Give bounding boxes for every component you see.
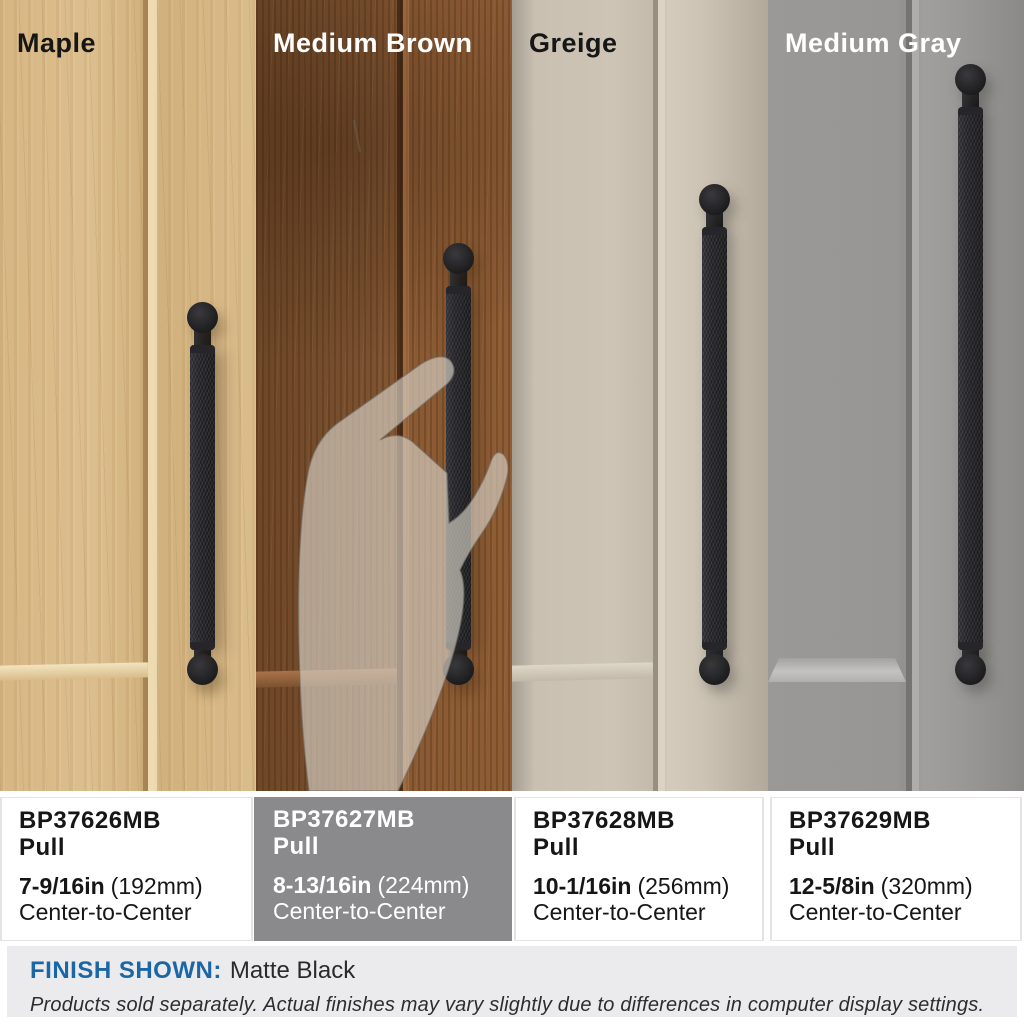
finish-name-label: Maple: [17, 28, 97, 58]
size-mm: (192mm): [110, 873, 203, 899]
pull-ball-bottom: [699, 654, 730, 685]
finish-footer: [7, 946, 1017, 1017]
pull-ball-bottom: [443, 654, 474, 685]
finish-shown-value: Matte Black: [229, 957, 356, 984]
center-to-center-label: Center-to-Center: [19, 899, 192, 925]
pull-bar: [958, 107, 983, 650]
spec-card-bp37626mb: [0, 797, 253, 941]
product-type: Pull: [789, 834, 836, 861]
column-maple: [0, 0, 256, 791]
pull-ball-top: [955, 64, 986, 95]
door-panel-bevel: [256, 668, 397, 687]
product-type: Pull: [273, 833, 320, 860]
part-number: BP37628MB: [533, 807, 675, 834]
pull-bar: [702, 227, 727, 650]
spec-card-bp37629mb: [770, 797, 1022, 941]
size-inches: 12-5/8in: [789, 873, 875, 899]
part-number: BP37627MB: [273, 806, 415, 833]
spec-card-bp37628mb: [514, 797, 764, 941]
pull-ball-bottom: [955, 654, 986, 685]
door-gap-highlight: [403, 0, 409, 791]
column-greige: [512, 0, 768, 791]
pull-bar: [190, 345, 215, 650]
center-to-center-label: Center-to-Center: [533, 899, 706, 925]
pull-ball-top: [699, 184, 730, 215]
door-panel-bevel: [0, 662, 148, 680]
size-inches: 7-9/16in: [19, 873, 105, 899]
size-mm: (320mm): [880, 873, 973, 899]
center-to-center-label: Center-to-Center: [273, 898, 446, 924]
product-type: Pull: [533, 834, 580, 861]
pull-ball-bottom: [187, 654, 218, 685]
door-panel-edge-highlight: [148, 0, 157, 791]
door-gap-highlight: [912, 0, 919, 791]
size-inches: 10-1/16in: [533, 873, 632, 899]
finish-name-label: Greige: [529, 28, 618, 58]
column-medium-gray: [768, 0, 1024, 791]
pull-bar: [446, 286, 471, 650]
size-mm: (256mm): [637, 873, 730, 899]
finish-shown-line: [30, 957, 1017, 985]
disclaimer-text: Products sold separately. Actual finishes may vary slightly due to differences in computer display settings.: [30, 994, 985, 1016]
finish-name-label: Medium Gray: [785, 28, 962, 58]
finish-name-label: Medium Brown: [273, 28, 473, 58]
door-gap-highlight: [658, 0, 665, 791]
part-number: BP37629MB: [789, 807, 931, 834]
finish-shown-label: FINISH SHOWN:: [30, 957, 222, 984]
column-medium-brown: [256, 0, 512, 791]
size-line: [789, 873, 1020, 899]
pull-ball-top: [187, 302, 218, 333]
size-line: [533, 873, 762, 899]
size-inches: 8-13/16in: [273, 872, 372, 898]
product-type: Pull: [19, 834, 66, 861]
spec-card-bp37627mb: [254, 797, 512, 941]
center-to-center-label: Center-to-Center: [789, 899, 962, 925]
door-panel-bevel: [512, 662, 653, 681]
door-panel-bevel: [768, 658, 906, 682]
pull-ball-top: [443, 243, 474, 274]
part-number: BP37626MB: [19, 807, 161, 834]
size-line: [19, 873, 251, 899]
size-mm: (224mm): [377, 872, 470, 898]
size-line: [273, 872, 512, 898]
